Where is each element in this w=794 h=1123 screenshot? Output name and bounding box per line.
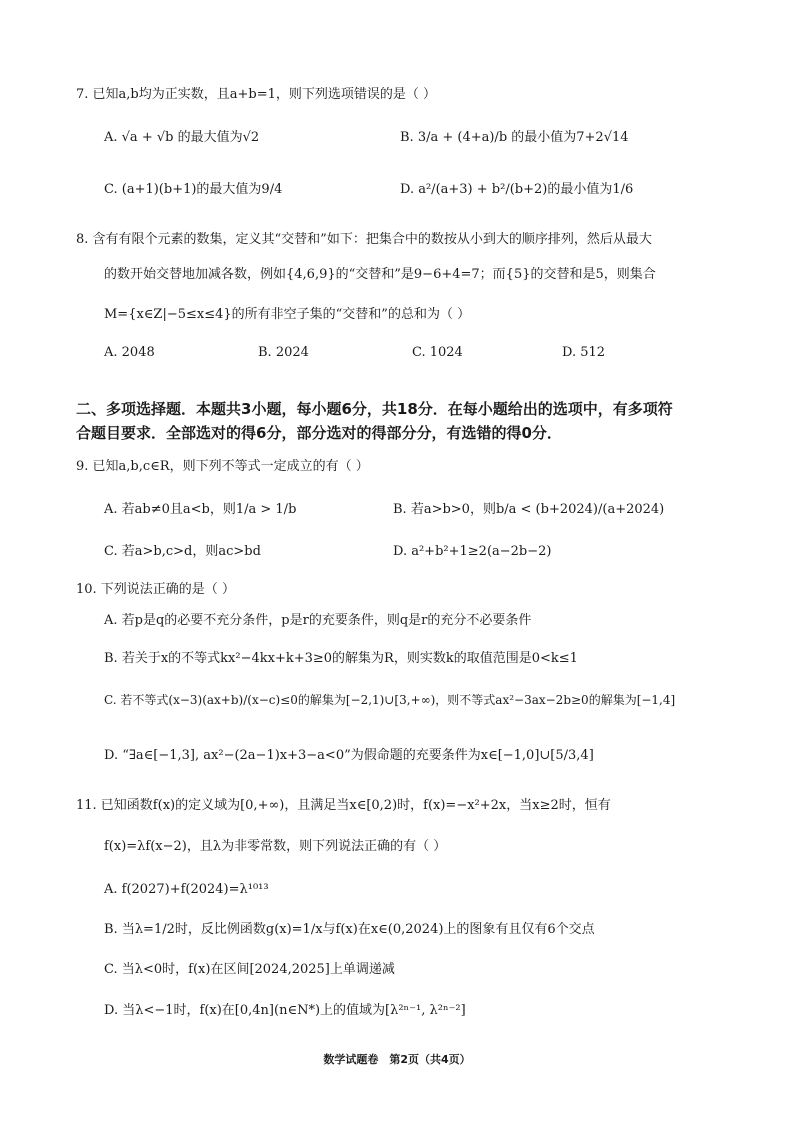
q10-stem: 10. 下列说法正确的是（ ） — [76, 582, 235, 597]
q8-option-a: A. 2048 — [104, 345, 155, 360]
q8-option-b: B. 2024 — [258, 345, 309, 360]
q10-option-d: D. “∃a∈[−1,3], ax²−(2a−1)x+3−a<0”为假命题的充要条件为x∈[−1,0]∪[5/3,4] — [104, 748, 594, 763]
q8-line-1: 8. 含有有限个元素的数集，定义其“交替和”如下：把集合中的数按从小到大的顺序排列，然后从最大 — [76, 232, 652, 247]
q11-line-2: f(x)=λf(x−2)，且λ为非零常数，则下列说法正确的有（ ） — [104, 839, 447, 854]
q11-option-b: B. 当λ=1/2时，反比例函数g(x)=1/x与f(x)在x∈(0,2024)上的图象有且仅有6个交点 — [104, 922, 595, 937]
q9-option-a: A. 若ab≠0且a<b，则1/a > 1/b — [104, 502, 297, 517]
q9-stem: 9. 已知a,b,c∈R，则下列不等式一定成立的有（ ） — [76, 459, 369, 474]
q9-option-c: C. 若a>b,c>d，则ac>bd — [104, 544, 261, 559]
q10-option-c: C. 若不等式(x−3)(ax+b)/(x−c)≤0的解集为[−2,1)∪[3,+∞)，则不等式ax²−3ax−2b≥0的解集为[−1,4] — [104, 693, 676, 707]
q8-option-d: D. 512 — [562, 345, 606, 360]
q8-line-3: M={x∈Z|−5≤x≤4}的所有非空子集的“交替和”的总和为（ ） — [104, 307, 471, 322]
q8-line-2: 的数开始交替地加减各数，例如{4,6,9}的“交替和”是9−6+4=7；而{5}的交替和是5，则集合 — [104, 267, 656, 282]
q7-option-a: A. √a + √b 的最大值为√2 — [104, 130, 260, 145]
q9-option-b: B. 若a>b>0，则b/a < (b+2024)/(a+2024) — [393, 502, 665, 517]
q11-option-a: A. f(2027)+f(2024)=λ¹⁰¹³ — [104, 882, 269, 897]
q11-option-d: D. 当λ<−1时，f(x)在[0,4n](n∈N*)上的值域为[λ²ⁿ⁻¹, λ²ⁿ⁻²] — [104, 1003, 466, 1018]
section-heading-line-1: 二、多项选择题．本题共3小题，每小题6分，共18分．在每小题给出的选项中，有多项符 — [76, 400, 673, 418]
q9-option-d: D. a²+b²+1≥2(a−2b−2) — [393, 544, 552, 559]
q7-stem: 7. 已知a,b均为正实数，且a+b=1，则下列选项错误的是（ ） — [76, 87, 437, 102]
q7-option-c: C. (a+1)(b+1)的最大值为9/4 — [104, 182, 283, 197]
q10-option-b: B. 若关于x的不等式kx²−4kx+k+3≥0的解集为R，则实数k的取值范围是0<k≤1 — [104, 651, 578, 666]
section-heading-line-2: 合题目要求．全部选对的得6分，部分选对的得部分分，有选错的得0分． — [76, 424, 562, 442]
q10-option-a: A. 若p是q的必要不充分条件，p是r的充要条件，则q是r的充分不必要条件 — [104, 613, 532, 628]
q7-option-d: D. a²/(a+3) + b²/(b+2)的最小值为1/6 — [400, 182, 634, 197]
q7-option-b: B. 3/a + (4+a)/b 的最小值为7+2√14 — [400, 130, 629, 145]
page-footer: 数学试题卷 第2页（共4页） — [323, 1053, 471, 1066]
q11-line-1: 11. 已知函数f(x)的定义域为[0,+∞)，且满足当x∈[0,2)时，f(x)=−x²+2x，当x≥2时，恒有 — [76, 798, 611, 813]
q11-option-c: C. 当λ<0时，f(x)在区间[2024,2025]上单调递减 — [104, 962, 395, 977]
q8-option-c: C. 1024 — [412, 345, 463, 360]
